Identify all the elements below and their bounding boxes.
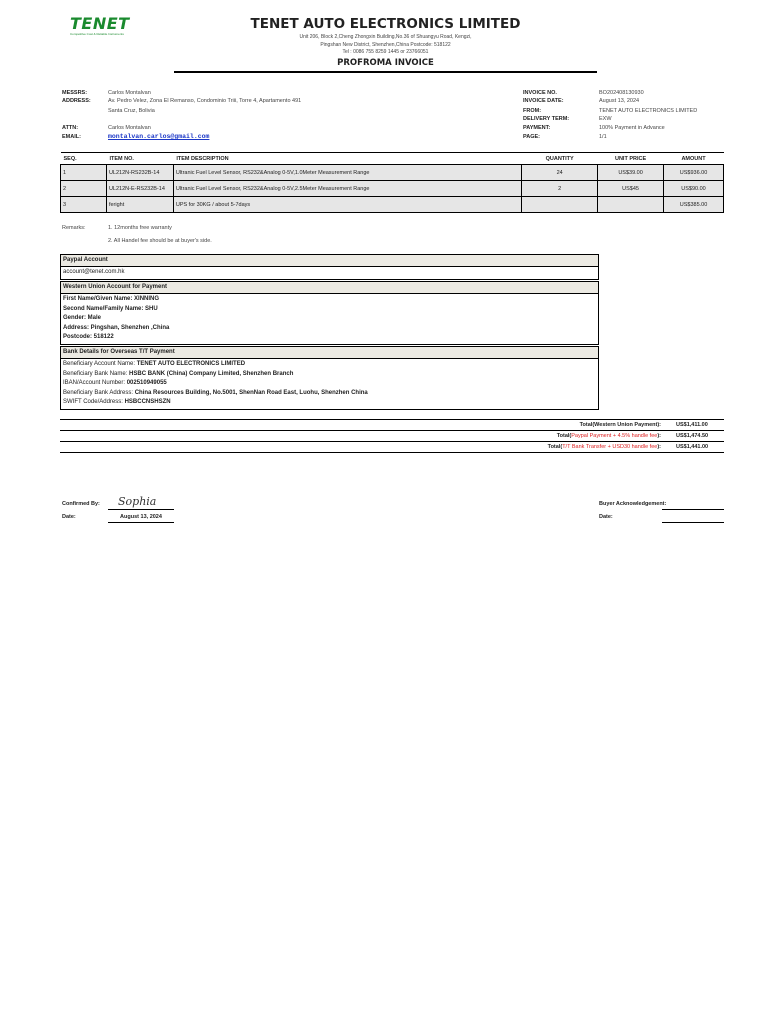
cell-quantity: 2 — [522, 181, 598, 197]
bank-account-name: Beneficiary Account Name: TENET AUTO ELECTRONICS LIMITED — [63, 361, 246, 367]
wu-first-name: First Name/Given Name: XINNING — [63, 296, 160, 302]
header-amount: AMOUNT — [664, 153, 724, 165]
invoice-no-label: INVOICE NO. — [523, 90, 557, 96]
cell-quantity — [522, 197, 598, 213]
date-label: Date: — [62, 514, 76, 520]
total-tt-value: US$1,441.00 — [676, 444, 709, 450]
table-row — [61, 165, 724, 181]
total-wu-label: Total(Western Union Payment): — [579, 422, 661, 428]
table-row — [61, 197, 724, 213]
header-seq: SEQ. — [61, 153, 107, 165]
address-value-2: Santa Cruz, Bolivia — [108, 108, 155, 114]
cell-description: UPS for 30KG / about 5-7days — [173, 197, 521, 213]
cell-item-no: feright — [106, 197, 173, 213]
wu-postcode: Postcode: 518122 — [63, 334, 114, 340]
cell-amount: US$936.00 — [664, 165, 724, 181]
confirmed-date: August 13, 2024 — [120, 514, 162, 520]
bank-heading: Bank Details for Overseas T/T Payment — [61, 347, 598, 359]
western-union-details — [61, 294, 598, 344]
wu-address: Address: Pingshan, Shenzhen ,China — [63, 324, 170, 331]
bank-details-box — [60, 346, 599, 410]
company-address-line-2: Pingshan New District, Shenzhen,China Postcode: 518122 — [320, 42, 451, 48]
invoice-no-value: BO202408130930 — [599, 90, 644, 96]
remark-1: 1. 12months free warranty — [108, 225, 172, 231]
page-value: 1/1 — [599, 134, 607, 140]
messrs-value: Carlos Montalvan — [108, 90, 151, 96]
total-paypal-value: US$1,474.50 — [676, 433, 709, 439]
remarks-label: Remarks: — [62, 225, 86, 231]
cell-quantity: 24 — [522, 165, 598, 181]
cell-unit-price: US$45 — [598, 181, 664, 197]
date-line — [108, 522, 174, 523]
cell-description: Ultranic Fuel Level Sensor, RS232&Analog 0-5V,1.0Meter Measurement Range — [173, 165, 521, 181]
address-value-1: Av. Pedro Velez, Zona El Remanso, Condominio Triii, Torre 4, Apartamento 491 — [108, 98, 302, 104]
cell-unit-price — [598, 197, 664, 213]
payment-label: PAYMENT: — [523, 125, 551, 131]
delivery-term-label: DELIVERY TERM: — [523, 116, 570, 122]
bank-details — [61, 359, 598, 409]
cell-description: Ultranic Fuel Level Sensor, RS232&Analog 0-5V,2.5Meter Measurement Range — [173, 181, 521, 197]
cell-item-no: UL212N-E-RS232B-14 — [106, 181, 173, 197]
buyer-date-line[interactable] — [662, 522, 724, 523]
from-label: FROM: — [523, 108, 542, 114]
from-value: TENET AUTO ELECTRONICS LIMITED — [599, 108, 698, 114]
company-name: TENET AUTO ELECTRONICS LIMITED — [250, 16, 521, 32]
confirmed-by-label: Confirmed By: — [62, 501, 100, 507]
header-description: ITEM DESCRIPTION — [173, 153, 521, 165]
signature: Sophia — [118, 495, 157, 508]
payment-value: 100% Payment in Advance — [599, 125, 665, 131]
totals-bottom-rule — [60, 452, 724, 453]
email-link[interactable]: montalvan.carlos@gmail.com — [108, 133, 210, 140]
document-title: PROFROMA INVOICE — [337, 58, 434, 68]
address-label: ADDRESS: — [62, 98, 91, 104]
logo-text: TENET — [70, 14, 130, 33]
company-address-line-1: Unit 206, Block 2,Cheng Zhongxin Building,No.36 of Shuangyu Road, Kengzi, — [299, 34, 472, 40]
paypal-box — [60, 254, 599, 280]
cell-seq: 1 — [61, 165, 107, 181]
table-row — [61, 181, 724, 197]
email-label: EMAIL: — [62, 134, 81, 140]
page-label: PAGE: — [523, 134, 541, 140]
totals-rule-1 — [60, 430, 724, 431]
totals-rule-2 — [60, 441, 724, 442]
paypal-account: account@tenet.com.hk — [63, 269, 125, 275]
delivery-term-value: EXW — [599, 116, 612, 122]
western-union-heading: Western Union Account for Payment — [61, 282, 598, 294]
cell-unit-price: US$39.00 — [598, 165, 664, 181]
cell-seq: 3 — [61, 197, 107, 213]
header-quantity: QUANTITY — [522, 153, 598, 165]
table-header-row — [61, 153, 724, 165]
bank-swift: SWIFT Code/Address: HSBCCNSHSZN — [63, 399, 171, 405]
wu-gender: Gender: Male — [63, 315, 102, 321]
cell-amount: US$385.00 — [664, 197, 724, 213]
cell-seq: 2 — [61, 181, 107, 197]
cell-item-no: UL212N-RS232B-14 — [106, 165, 173, 181]
header-unit-price: UNIT PRICE — [598, 153, 664, 165]
company-phone: Tel : 0086 755 8259 1445 or 23766051 — [342, 49, 429, 55]
title-underline — [174, 71, 597, 73]
totals-top-rule — [60, 419, 724, 420]
remark-2: 2. All Handel fee should be at buyer's side. — [108, 238, 212, 244]
western-union-box — [60, 281, 599, 345]
total-tt-label: Total(T/T Bank Transfer + USD30 handle fee): — [547, 444, 661, 450]
bank-account-number: IBAN/Account Number: 002510949055 — [63, 380, 167, 386]
items-table — [60, 152, 724, 213]
bank-name: Beneficiary Bank Name: HSBC BANK (China) Company Limited, Shenzhen Branch — [63, 370, 294, 377]
wu-second-name: Second Name/Family Name: SHU — [63, 305, 158, 312]
cell-amount: US$90.00 — [664, 181, 724, 197]
invoice-date-value: August 13, 2024 — [599, 98, 640, 104]
messrs-label: MESSRS: — [62, 90, 88, 96]
logo-tagline: Competitive Cost & Reliable Instruments — [70, 32, 124, 36]
invoice-date-label: INVOICE DATE: — [523, 98, 564, 104]
buyer-signature-line[interactable] — [662, 509, 724, 510]
total-wu-value: US$1,411.00 — [676, 422, 708, 428]
total-paypal-label: Total(Paypal Payment + 4.5% handle fee): — [556, 433, 661, 439]
header-item-no: ITEM NO. — [106, 153, 173, 165]
attn-label: ATTN: — [62, 125, 79, 131]
buyer-ack-label: Buyer Acknowledgement: — [599, 501, 667, 507]
buyer-date-label: Date: — [599, 514, 613, 520]
signature-line — [108, 509, 174, 510]
company-logo — [70, 16, 130, 36]
paypal-heading: Paypal Account — [61, 255, 598, 267]
attn-value: Carlos Montalvan — [108, 125, 151, 131]
bank-address: Beneficiary Bank Address: China Resources Building, No.5001, ShenNan Road East, Luohu, Shenzhen China — [63, 389, 368, 396]
